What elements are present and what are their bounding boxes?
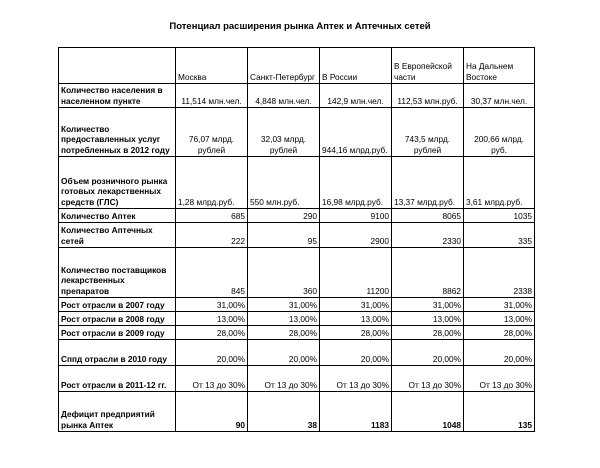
cell: 2900: [320, 223, 392, 248]
cell: 31,00%: [176, 298, 248, 312]
cell: 28,00%: [320, 326, 392, 340]
cell: 1035: [464, 209, 535, 223]
cell: 3,61 млрд.руб.: [464, 157, 535, 209]
cell: 550 млн.руб.: [248, 157, 320, 209]
cell: 743,5 млрд. рублей: [392, 108, 464, 157]
table-row: [59, 312, 535, 326]
table-row: [59, 298, 535, 312]
cell: 335: [464, 223, 535, 248]
cell: 200,66 млрд. руб.: [464, 108, 535, 157]
cell: 13,00%: [464, 312, 535, 326]
cell: От 13 до 30%: [320, 366, 392, 392]
cell: 112,53 млн.руб.: [392, 84, 464, 108]
cell: 4,848 млн.чел.: [248, 84, 320, 108]
cell: 11200: [320, 248, 392, 298]
row-label: Рост отрасли в 2008 году: [59, 312, 176, 326]
table-row: [59, 248, 535, 298]
cell: 845: [176, 248, 248, 298]
row-label: Объем розничного рынка готовых лекарственных средств (ГЛС): [59, 157, 176, 209]
cell: 31,00%: [464, 298, 535, 312]
cell: 31,00%: [248, 298, 320, 312]
cell: 2330: [392, 223, 464, 248]
cell: 290: [248, 209, 320, 223]
cell: 28,00%: [248, 326, 320, 340]
header-cell-europe: В Европейской части: [392, 48, 464, 84]
cell: 31,00%: [320, 298, 392, 312]
cell: 8065: [392, 209, 464, 223]
cell: От 13 до 30%: [464, 366, 535, 392]
cell: 13,00%: [320, 312, 392, 326]
table-row: [59, 223, 535, 248]
header-row: [59, 48, 535, 84]
cell: 13,00%: [176, 312, 248, 326]
cell: 20,00%: [176, 340, 248, 366]
cell: 30,37 млн.чел.: [464, 84, 535, 108]
cell: 32,03 млрд. рублей: [248, 108, 320, 157]
row-label: Рост отрасли в 2009 году: [59, 326, 176, 340]
cell: 685: [176, 209, 248, 223]
cell: 90: [176, 392, 248, 432]
cell: 20,00%: [464, 340, 535, 366]
row-label: Рост отрасли в 2007 году: [59, 298, 176, 312]
cell: 20,00%: [248, 340, 320, 366]
cell: 944,16 млрд.руб.: [320, 108, 392, 157]
cell: 135: [464, 392, 535, 432]
row-label: Дефицит предприятий рынка Аптек: [59, 392, 176, 432]
header-cell-blank: [59, 48, 176, 84]
cell: От 13 до 30%: [248, 366, 320, 392]
cell: 9100: [320, 209, 392, 223]
market-table: [58, 47, 535, 432]
header-cell-far-east: На Дальнем Востоке: [464, 48, 535, 84]
document-title: Потенциал расширения рынка Аптек и Аптечных сетей: [169, 21, 431, 32]
table-row: [59, 209, 535, 223]
table-row: [59, 157, 535, 209]
cell: 11,514 млн.чел.: [176, 84, 248, 108]
table-row: [59, 366, 535, 392]
header-cell-spb: Санкт-Петербург: [248, 48, 320, 84]
cell: 222: [176, 223, 248, 248]
cell: 20,00%: [320, 340, 392, 366]
cell: От 13 до 30%: [392, 366, 464, 392]
row-label: Количество Аптечных сетей: [59, 223, 176, 248]
row-label: Количество поставщиков лекарственных препаратов: [59, 248, 176, 298]
header-cell-russia: В России: [320, 48, 392, 84]
cell: 8862: [392, 248, 464, 298]
cell: 20,00%: [392, 340, 464, 366]
cell: 13,37 млрд.руб.: [392, 157, 464, 209]
cell: 28,00%: [392, 326, 464, 340]
cell: 28,00%: [464, 326, 535, 340]
cell: 1048: [392, 392, 464, 432]
row-label: Рост отрасли в 2011-12 гг.: [59, 366, 176, 392]
cell: 13,00%: [392, 312, 464, 326]
cell: 76,07 млрд. рублей: [176, 108, 248, 157]
row-label: Количество предоставленных услуг потребленных в 2012 году: [59, 108, 176, 157]
cell: 16,98 млрд.руб.: [320, 157, 392, 209]
row-label: Количество населения в населенном пункте: [59, 84, 176, 108]
cell: 95: [248, 223, 320, 248]
table-row: [59, 326, 535, 340]
cell: 1,28 млрд.руб.: [176, 157, 248, 209]
cell: 31,00%: [392, 298, 464, 312]
cell: 13,00%: [248, 312, 320, 326]
header-cell-moscow: Москва: [176, 48, 248, 84]
cell: 360: [248, 248, 320, 298]
cell: 2338: [464, 248, 535, 298]
table-row: [59, 108, 535, 157]
cell: 1183: [320, 392, 392, 432]
row-label: Сппд отрасли в 2010 году: [59, 340, 176, 366]
table-row: [59, 84, 535, 108]
cell: От 13 до 30%: [176, 366, 248, 392]
cell: 38: [248, 392, 320, 432]
table-row: [59, 392, 535, 432]
row-label: Количество Аптек: [59, 209, 176, 223]
table-row: [59, 340, 535, 366]
cell: 28,00%: [176, 326, 248, 340]
cell: 142,9 млн.чел.: [320, 84, 392, 108]
